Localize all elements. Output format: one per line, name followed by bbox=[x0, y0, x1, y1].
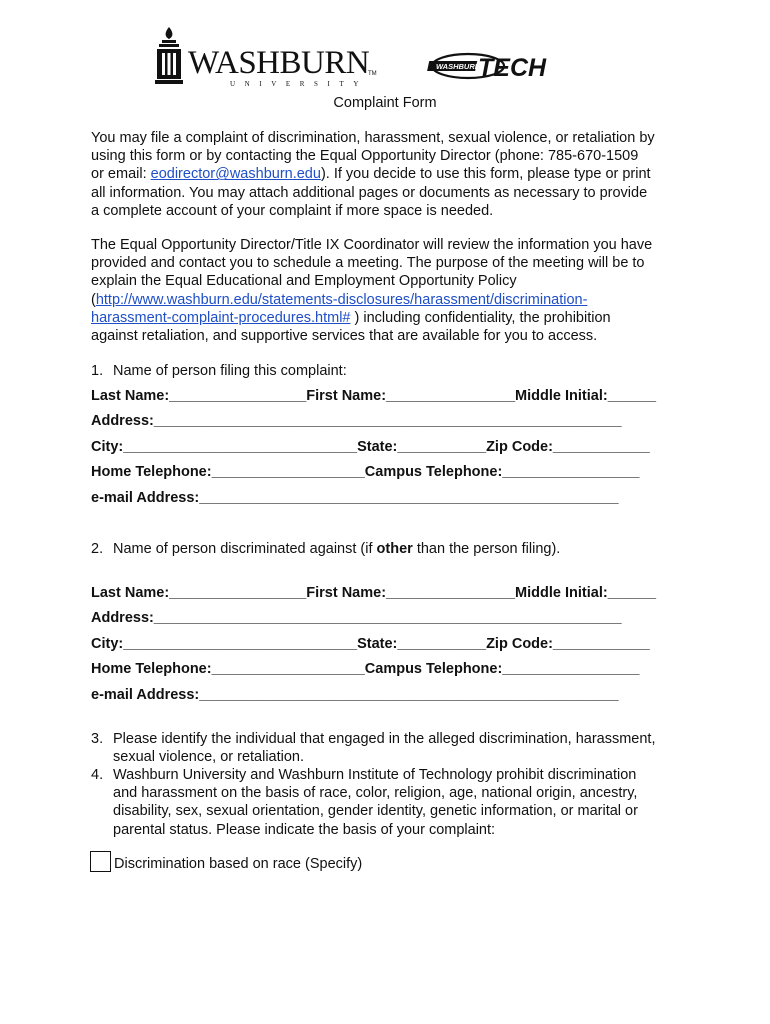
intro-line-3-prefix: or email: bbox=[91, 166, 151, 183]
intro-line-1: You may file a complaint of discrimination, harassment, sexual violence, or retaliation by bbox=[91, 130, 655, 146]
s2-address-row[interactable]: Address:__________________________________________________________ bbox=[91, 610, 622, 626]
section-2-number: 2. bbox=[91, 541, 104, 557]
section-4-text bbox=[113, 766, 638, 839]
email-link[interactable]: eodirector@washburn.edu bbox=[150, 166, 321, 183]
section-4-line-3: disability, sex, sexual orientation, gender identity, genetic information, or marital or bbox=[113, 803, 638, 820]
s1-name-row[interactable]: Last Name:_________________First Name:________________Middle Initial:______ bbox=[91, 388, 657, 404]
s2-city-row[interactable]: City:_____________________________State:___________Zip Code:____________ bbox=[91, 636, 650, 652]
intro-line-3-suffix: ). If you decide to use this form, please type or print bbox=[320, 166, 651, 183]
section-2-title-bold: other bbox=[376, 541, 413, 557]
intro-line-4: all information. You may attach additional pages or documents as necessary to provide bbox=[91, 184, 648, 201]
intro-line-5: a complete account of your complaint if more space is needed. bbox=[91, 202, 494, 219]
section-3-line-2: sexual violence, or retaliation. bbox=[113, 749, 305, 766]
tech-logo-top: WASHBURN bbox=[436, 62, 481, 71]
review-line-3: explain the Equal Educational and Employment Opportunity Policy bbox=[91, 273, 517, 290]
s2-name-row[interactable]: Last Name:_________________First Name:________________Middle Initial:______ bbox=[91, 585, 657, 601]
after-url-text: ) including confidentiality, the prohibition bbox=[350, 309, 611, 326]
review-line-6: against retaliation, and supportive services that are available for you to access. bbox=[91, 328, 598, 345]
section-2-title bbox=[113, 540, 560, 558]
washburn-tech-logo bbox=[430, 48, 547, 82]
section-4-number: 4. bbox=[91, 767, 104, 783]
form-title: Complaint Form bbox=[333, 95, 437, 111]
review-line-5 bbox=[91, 309, 691, 327]
review-line-4 bbox=[91, 291, 691, 309]
s2-telephone-row[interactable]: Home Telephone:___________________Campus Telephone:_________________ bbox=[91, 661, 640, 677]
washburn-wordmark: WASHBURN bbox=[188, 45, 370, 81]
s2-email-row[interactable]: e-mail Address:____________________________________________________ bbox=[91, 687, 619, 703]
section-2-title-suffix: than the person filing). bbox=[412, 541, 561, 557]
section-3-text bbox=[113, 730, 655, 766]
review-line-2: provided and contact you to schedule a meeting. The purpose of the meeting will be to bbox=[91, 255, 645, 272]
policy-url-link-part-2[interactable]: harassment-complaint-procedures.html# bbox=[91, 309, 351, 326]
review-paragraph bbox=[91, 236, 691, 345]
s1-email-row[interactable]: e-mail Address:____________________________________________________ bbox=[91, 490, 619, 506]
trademark-mark: TM bbox=[368, 71, 377, 77]
paren-open: ( bbox=[91, 291, 96, 308]
section-4-line-1: Washburn University and Washburn Institute of Technology prohibit discrimination bbox=[113, 767, 637, 783]
race-discrimination-checkbox[interactable] bbox=[90, 851, 111, 872]
section-1-title: Name of person filing this complaint: bbox=[113, 363, 347, 379]
section-3-line-1: Please identify the individual that engaged in the alleged discrimination, harassment, bbox=[113, 731, 656, 747]
section-4-line-2: and harassment on the basis of race, color, religion, age, national origin, ancestry, bbox=[113, 785, 638, 802]
intro-line-2: using this form or by contacting the Equal Opportunity Director (phone: 785-670-1509 bbox=[91, 148, 639, 165]
review-line-1: The Equal Opportunity Director/Title IX Coordinator will review the information you have bbox=[91, 237, 653, 253]
s1-address-row[interactable]: Address:__________________________________________________________ bbox=[91, 413, 622, 429]
university-subtitle: UNIVERSITY bbox=[230, 80, 368, 88]
section-2-title-prefix: Name of person discriminated against (if bbox=[113, 541, 377, 557]
s1-telephone-row[interactable]: Home Telephone:___________________Campus Telephone:_________________ bbox=[91, 464, 640, 480]
torch-icon bbox=[154, 25, 184, 85]
tech-logo-main: TECH bbox=[478, 54, 547, 82]
intro-line-3 bbox=[91, 165, 691, 183]
s1-city-row[interactable]: City:_____________________________State:___________Zip Code:____________ bbox=[91, 439, 650, 455]
section-1-number: 1. bbox=[91, 363, 104, 379]
section-3-number: 3. bbox=[91, 731, 104, 747]
intro-paragraph bbox=[91, 129, 691, 220]
race-discrimination-label: Discrimination based on race (Specify) bbox=[114, 856, 363, 872]
section-4-line-4: parental status. Please indicate the basis of your complaint: bbox=[113, 821, 496, 838]
washburn-university-logo bbox=[150, 25, 380, 87]
policy-url-link-part-1[interactable]: http://www.washburn.edu/statements-disclosures/harassment/discrimination- bbox=[95, 291, 588, 308]
